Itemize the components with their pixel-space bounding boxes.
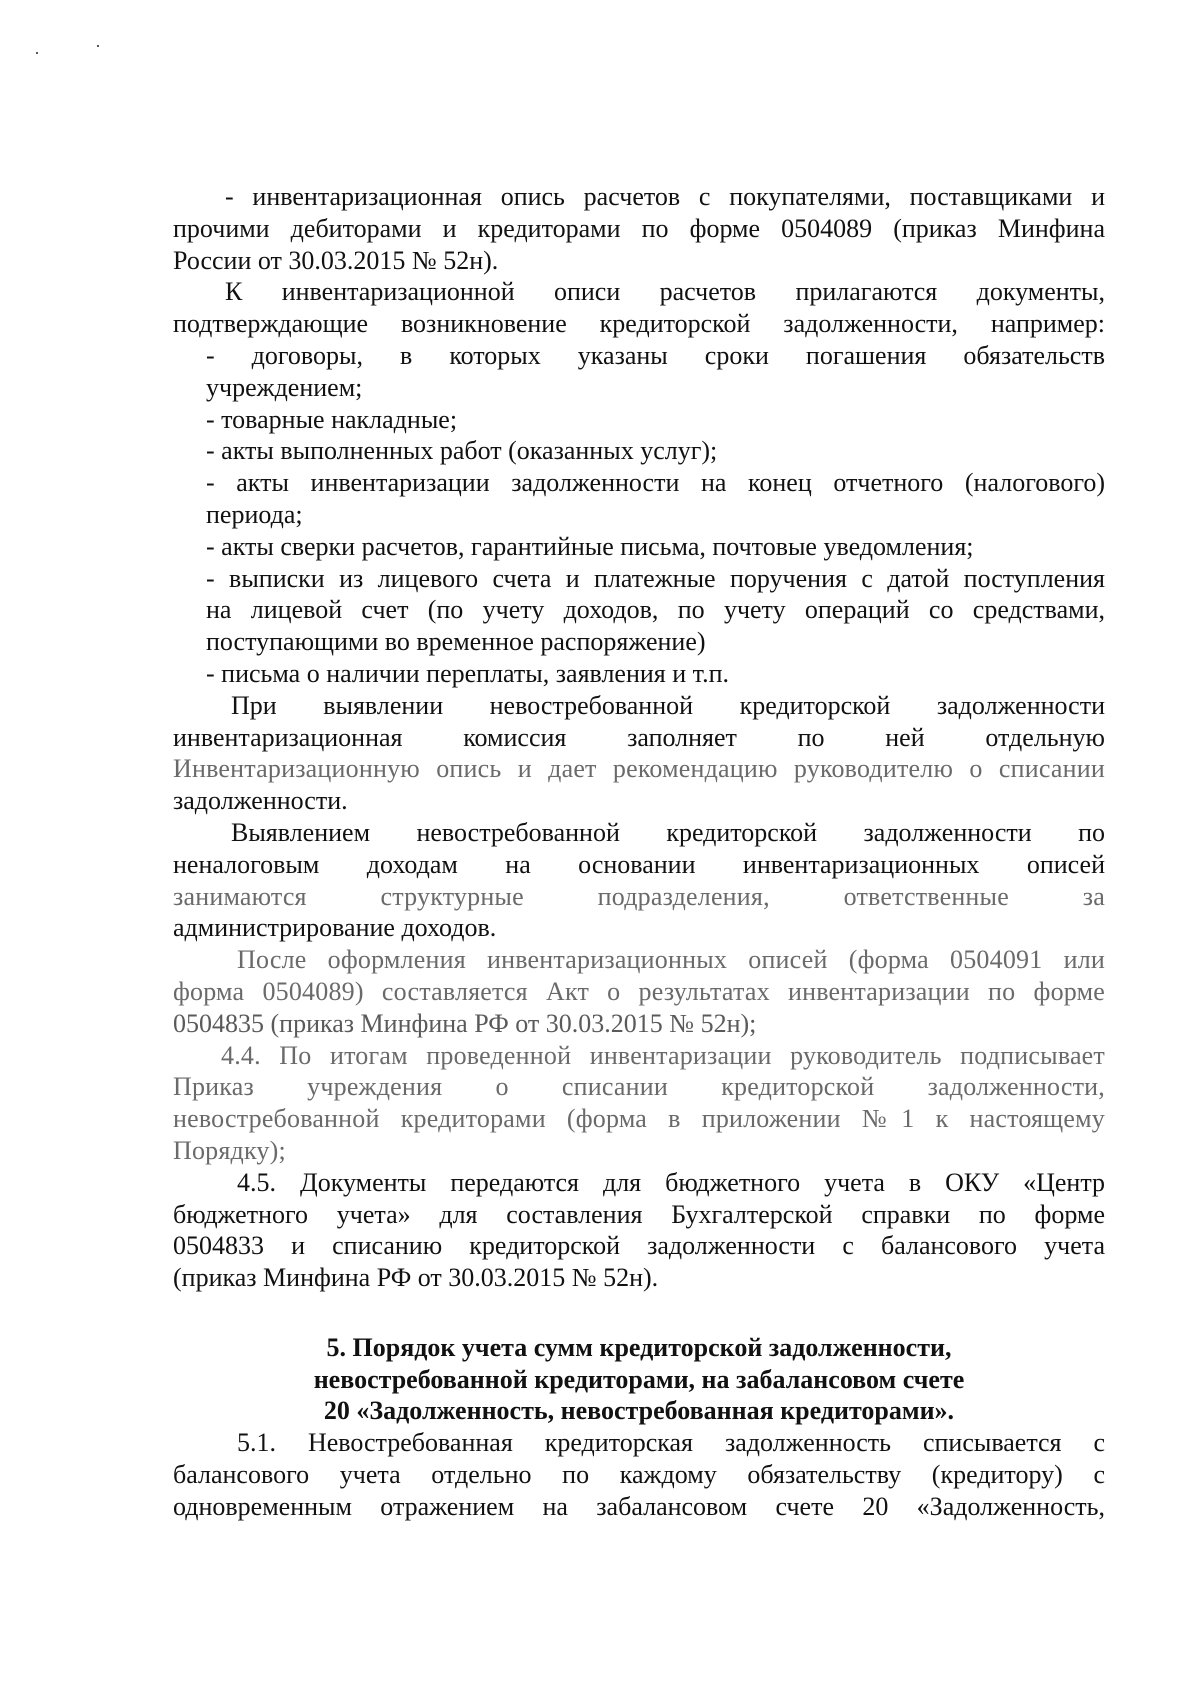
text-line: Выявлением невостребованной кредиторской задолженности по — [231, 817, 1105, 847]
paragraph-non-tax-income — [173, 817, 1105, 944]
text-line: Приказ учреждения о списании кредиторской задолженности, — [173, 1072, 1105, 1102]
text-line: - акты выполненных работ (оказанных услуг); — [206, 436, 718, 466]
text-line: 4.4. По итогам проведенной инвентаризации руководитель подписывает — [221, 1040, 1105, 1070]
text-line: невостребованной кредиторами (форма в приложении №1 к настоящему — [173, 1104, 1105, 1134]
document-body — [173, 181, 1105, 1523]
text-line: на лицевой счет (по учету доходов, по учету операций со средствами, — [206, 595, 1105, 625]
list-item — [173, 404, 1105, 436]
heading-line: 5. Порядок учета сумм кредиторской задолженности, — [326, 1332, 952, 1362]
paragraph-inventory-form — [173, 181, 1105, 276]
spacer — [173, 1294, 1105, 1332]
text-line: (приказ Минфина РФ от 30.03.2015 № 52н). — [173, 1263, 659, 1293]
text-line: К инвентаризационной описи расчетов прилагаются документы, — [225, 277, 1105, 307]
text-line: периода; — [206, 499, 303, 529]
text-line: Порядку); — [173, 1135, 286, 1165]
list-item — [173, 563, 1105, 658]
paragraph-4-5 — [173, 1167, 1105, 1294]
text-line: неналоговым доходам на основании инвентаризационных описей — [173, 849, 1105, 879]
text-line: прочими дебиторами и кредиторами по форме 0504089 (приказ Минфина — [173, 213, 1105, 243]
text-line: Инвентаризационную опись и дает рекомендацию руководителю о списании — [173, 754, 1105, 784]
list-item — [173, 340, 1105, 404]
text-line: - письма о наличии переплаты, заявления и т.п. — [206, 658, 729, 688]
text-line: При выявлении невостребованной кредиторской задолженности — [231, 690, 1105, 720]
text-line: После оформления инвентаризационных описей (форма 0504091 или — [237, 945, 1105, 975]
text-line: бюджетного учета» для составления Бухгалтерской справки по форме — [173, 1199, 1105, 1229]
text-line: - инвентаризационная опись расчетов с покупателями, поставщиками и — [225, 182, 1105, 211]
text-line: 5.1. Невостребованная кредиторская задолженность списывается с — [237, 1428, 1105, 1458]
text-line: инвентаризационная комиссия заполняет по ней отдельную — [173, 722, 1105, 752]
paragraph-unclaimed-detection — [173, 690, 1105, 817]
paragraph-attached-documents — [173, 276, 1105, 340]
text-line: 0504833 и списанию кредиторской задолженности с балансового учета — [173, 1231, 1105, 1261]
text-line: 0504835 (приказ Минфина РФ от 30.03.2015 № 52н); — [173, 1008, 757, 1038]
list-item — [173, 658, 1105, 690]
text-line: задолженности. — [173, 786, 348, 816]
text-line: - акты сверки расчетов, гарантийные письма, почтовые уведомления; — [206, 531, 974, 561]
paragraph-5-1 — [173, 1427, 1105, 1522]
list-item — [173, 435, 1105, 467]
list-item — [173, 467, 1105, 531]
text-line: 4.5. Документы передаются для бюджетного учета в ОКУ «Центр — [237, 1167, 1105, 1197]
text-line: форма 0504089) составляется Акт о результатах инвентаризации по форме — [173, 976, 1105, 1006]
text-line: - выписки из лицевого счета и платежные поручения с датой поступления — [206, 563, 1105, 593]
heading-line: невостребованной кредиторами, на забалансовом счете — [313, 1364, 965, 1394]
text-line: балансового учета отдельно по каждому обязательству (кредитору) с — [173, 1460, 1105, 1490]
text-line: - товарные накладные; — [206, 404, 458, 434]
text-line: подтверждающие возникновение кредиторской задолженности, например: — [173, 309, 1105, 339]
heading-line: 20 «Задолженность, невостребованная кредиторами». — [323, 1396, 955, 1426]
list-item — [173, 531, 1105, 563]
text-line: администрирование доходов. — [173, 913, 497, 943]
text-line: - акты инвентаризации задолженности на конец отчетного (налогового) — [206, 468, 1105, 498]
text-line: одновременным отражением на забалансовом счете 20 «Задолженность, — [173, 1491, 1105, 1521]
document-list — [173, 340, 1105, 690]
text-line: - договоры, в которых указаны сроки погашения обязательств — [206, 340, 1105, 370]
text-line: занимаются структурные подразделения, ответственные за — [173, 881, 1105, 911]
text-line: учреждением; — [206, 372, 363, 402]
section-heading — [173, 1332, 1105, 1427]
paragraph-4-4 — [173, 1040, 1105, 1167]
text-line: поступающими во временное распоряжение) — [206, 627, 706, 657]
text-line: России от 30.03.2015 № 52н). — [173, 245, 499, 275]
paragraph-inventory-act — [173, 944, 1105, 1039]
